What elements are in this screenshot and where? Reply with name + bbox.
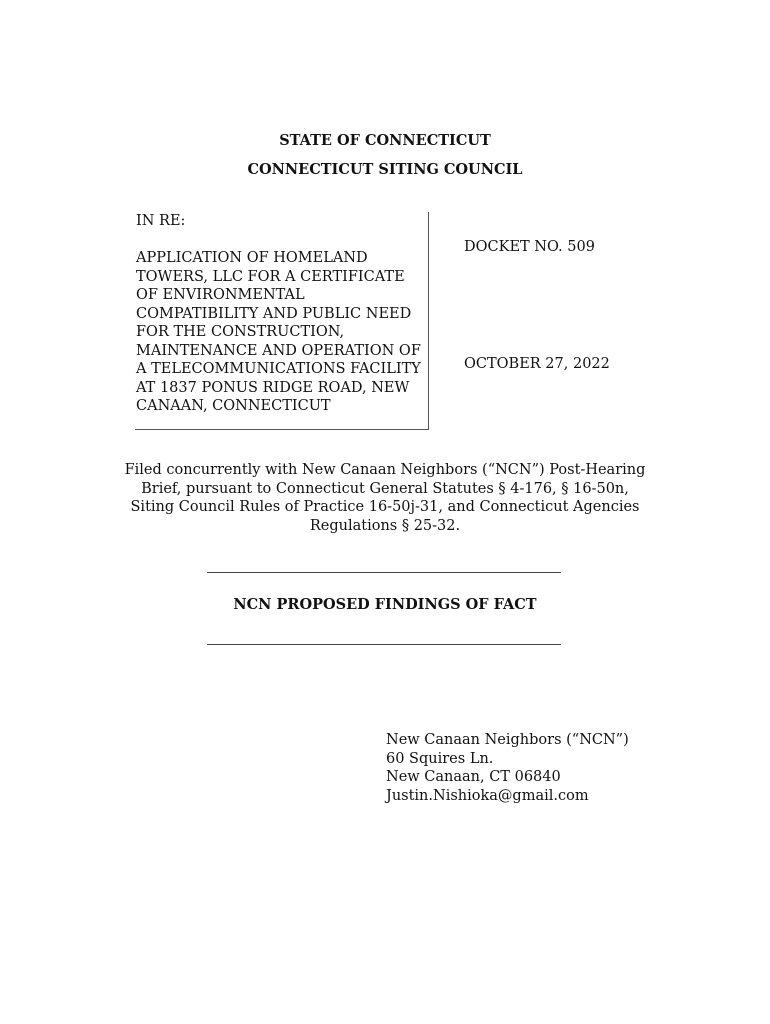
filing-date: OCTOBER 27, 2022 bbox=[464, 356, 610, 372]
filed-statement: Filed concurrently with New Canaan Neighbors (“NCN”) Post-Hearing Brief, pursuant to Connecticut General Statutes § 4-176, § 16-50n, Siting Council Rules of Practice 16-50j-31, and Connecticut Agencies Regulations § 25-32. bbox=[124, 462, 646, 534]
heading-council: CONNECTICUT SITING COUNCIL bbox=[247, 161, 523, 178]
title-rule-bottom bbox=[207, 644, 561, 645]
docket-number: DOCKET NO. 509 bbox=[464, 239, 595, 255]
heading-state: STATE OF CONNECTICUT bbox=[279, 132, 491, 149]
case-caption-box bbox=[135, 212, 429, 430]
signature-block: New Canaan Neighbors (“NCN”) 60 Squires Ln. New Canaan, CT 06840 Justin.Nishioka@gmail.com bbox=[386, 732, 629, 804]
application-title: APPLICATION OF HOMELAND TOWERS, LLC FOR A CERTIFICATE OF ENVIRONMENTAL COMPATIBILITY AND PUBLIC NEED FOR THE CONSTRUCTION, MAINTENANCE AND OPERATION OF A TELECOMMUNICATIONS FACILITY AT 1837 PONUS RIDGE ROAD, NEW CANAAN, CONNECTICUT bbox=[136, 250, 421, 414]
document-title: NCN PROPOSED FINDINGS OF FACT bbox=[233, 596, 537, 613]
title-rule-top bbox=[207, 572, 561, 573]
in-re-label: IN RE: bbox=[136, 213, 186, 229]
